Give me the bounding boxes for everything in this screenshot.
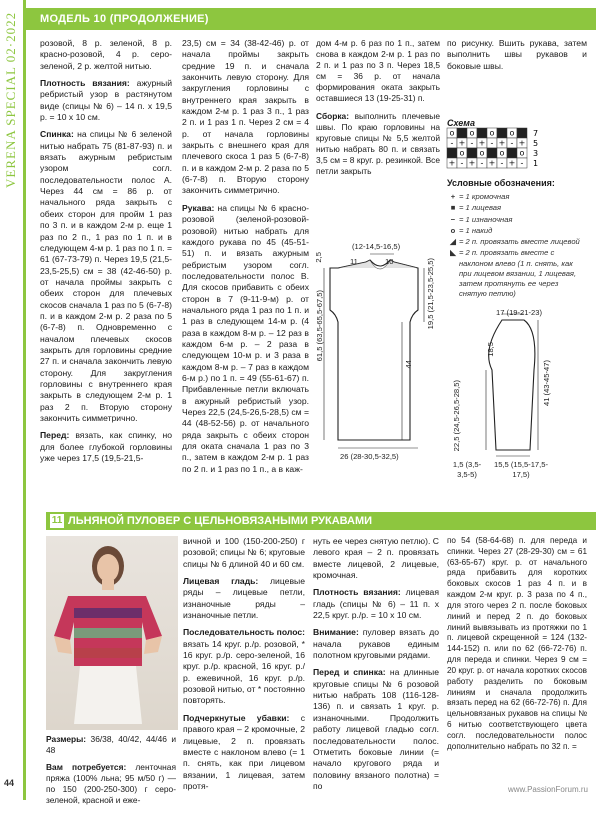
paragraph-body: на длинные круговые спицы № 6 розовой нитью набрать 108 (116-128-136) п. и связать 1 круг. р. изнаночными. Продолжить работу лицевой гладью согл. последовательности полос. Отметить боковые линии (= начало кругового ряда и половину вязаного полотна) = по (313, 667, 439, 791)
legend-text: = 1 накид (459, 225, 493, 235)
legend-item (447, 248, 587, 299)
chart-cell (487, 148, 497, 158)
paragraph-heading: Сборка: (316, 110, 349, 121)
paragraph (46, 734, 176, 756)
body-side-length: 44 (404, 360, 413, 369)
paragraph (313, 667, 439, 792)
chart-symbol: - (460, 158, 464, 168)
paragraph-heading: Лицевая гладь: (183, 576, 259, 587)
paragraph (46, 762, 176, 806)
paragraph-heading: Перед: (40, 430, 70, 441)
paragraph-body: с правого края – 2 кромочные, 2 лицевые, 2 п. провязать вместе с наклоном влево (= 1 п. снять, как при лицевом вязании, 1 лицевая, затем протя- (183, 712, 305, 791)
body-armhole-height: 19,5 (21,5-23,5-25,5) (426, 258, 435, 330)
legend-item (447, 192, 587, 202)
sleeve-width: 15,5 (15,5-17,5-17,5) (493, 460, 549, 480)
chart-cell (457, 128, 467, 138)
paragraph (313, 627, 439, 661)
chart-symbol: + (458, 138, 466, 148)
legend-text: = 1 изнаночная (459, 214, 513, 224)
legend-symbol-icon: ◢ (450, 237, 456, 246)
text-column-1 (40, 38, 172, 470)
paragraph (40, 430, 172, 464)
chart-symbol: + (518, 138, 526, 148)
legend-item (447, 215, 587, 225)
paragraph-heading: Рукава: (182, 202, 215, 213)
text-column-3 (316, 38, 440, 183)
body-total-height: 61,5 (63,5-65,5-67,5) (315, 290, 324, 362)
chart-symbol: + (488, 158, 496, 168)
chart-symbol: o (449, 128, 455, 138)
chart-row-number: 3 (533, 149, 539, 158)
paragraph-heading: Перед и спинка: (313, 667, 386, 678)
sleeve-outline (489, 320, 535, 450)
s2-text-column-2 (183, 536, 305, 798)
s2-text-column-1 (46, 734, 176, 813)
chart-row-number: 1 (533, 159, 539, 168)
section2-number: 11 (51, 515, 63, 526)
paragraph-heading: Подчеркнутые убавки: (183, 712, 290, 723)
legend-text: = 1 кромочная (459, 192, 510, 201)
paragraph: по 54 (58-64-68) п. для переда и спинки. Через 27 (28-29-30) см = 61 (63-65-67) круг. р. от начального ряда прибавить для коротких боковых скосов 1 раз 4 п. и в каждом 2-м круг. р. 3 раза по 4 п., для этого через 2 п. после боковых линий и перед 2 п. до боковых линий вывязывать из протяжки по 1 п. лицевой скрещенной = 124 (132-144-152) п. или по 62 (66-72-76) п. для переда и спинки. Через 9 см = 20 круг. р. от начала коротких скосов работу разделить по боковым линиям и сначала продолжить вязать перед на 62 (66-72-76) п. Для цельновязаных рукавов на спицы № 6 нитью соответствующего цвета согл. последовательности полос дополнительно набрать по 32 п. = (447, 536, 587, 751)
s2-text-column-3 (313, 536, 439, 798)
paragraph-heading: Спинка: (40, 129, 74, 140)
stitch-chart (447, 128, 547, 172)
legend-text: = 1 лицевая (459, 203, 502, 213)
chart-symbol: - (480, 158, 484, 168)
chart-symbol: - (520, 158, 524, 168)
paragraph-body: 36/38, 40/42, 44/46 и 48 (46, 734, 176, 756)
body-width: 26 (28-30,5-32,5) (340, 452, 399, 461)
paragraph (183, 576, 305, 621)
paragraph (182, 203, 309, 475)
chart-cell (517, 128, 527, 138)
chart-cell (497, 128, 507, 138)
legend-symbol-icon: ■ (450, 203, 456, 213)
paragraph-heading: Плотность вязания: (313, 587, 401, 598)
legend-symbol-icon: o (450, 225, 456, 235)
sleeve-pattern-diagram (472, 310, 542, 460)
sleeve-lower-length: 22,5 (24,5-26,5-28,5) (452, 380, 461, 452)
text-column-2 (182, 38, 309, 481)
chart-cell (467, 148, 477, 158)
page-number: 44 (4, 778, 15, 789)
paragraph: нуть ее через снятую петлю). С левого края – 2 п. провязать вместе лицевой, 2 лицевые, кромочная. (313, 536, 439, 581)
chart-symbol: + (508, 158, 516, 168)
chart-symbol: + (468, 158, 476, 168)
paragraph-heading: Внимание: (313, 627, 359, 638)
section2-title: ЛЬНЯНОЙ ПУЛОВЕР С ЦЕЛЬНОВЯЗАНЫМИ РУКАВАМИ (68, 515, 373, 527)
legend-symbol-icon: − (450, 214, 456, 224)
chart-cell (477, 128, 487, 138)
chart-symbol: + (448, 158, 456, 168)
body-neck-right: 10 (385, 257, 394, 266)
paragraph (40, 129, 172, 424)
legend-title: Условные обозначения: (447, 178, 555, 188)
sleeve-cap-height: 18,5 (486, 342, 495, 357)
body-neck-left: 11 (350, 257, 358, 266)
body-outline (330, 260, 418, 440)
legend-symbol-icon: ◣ (450, 248, 456, 258)
model-photo (46, 536, 178, 730)
paragraph (183, 627, 305, 706)
paragraph-body: на спицы № 6 красно-розовой (зеленой-розовой-розовой) нитью набрать для каждого рукава по 45 (45-51-51) п. и вязать ажурным ребристым узором согл. последовательности полос В. Для скосов прибавить с обеих сторон в 7 (9-11-9-м) р. от начального ряда 1 раз по 1 п. и 1 раз в следующем 14-м р. (4 раза в каждом 8-м р. – 12 раз в каждом 6-м р. – 2 раза в следующем 10-м р. и 3 раза в каждом 8-м р. – 7 раз в каждом 6-м р.) по 1 п. = 49 (55-61-67) п. Прибавленные петли включать в ажурный ребристый узор. Через 22,5 (24,5-26,5-28,5) см = 44 (48-52-56) р. от начального ряда закрыть с обеих сторон для оката сначала 1 раз по 3 п., затем в каждом 2-м р. 1 раз по 2 п. и 1 раз по 1 п., а в каж- (182, 202, 309, 474)
chart-symbol: o (489, 128, 495, 138)
legend-item (447, 226, 587, 236)
chart-symbol: - (510, 138, 514, 148)
paragraph-body: лицевые ряды – лицевые петли, изнаночные ряды – изнаночные петли. (183, 576, 305, 621)
chart-symbol: o (479, 148, 485, 158)
body-pattern-diagram (318, 250, 440, 460)
model-illustration (46, 536, 178, 730)
text-column-4 (447, 38, 587, 78)
chart-symbol: o (519, 148, 525, 158)
paragraph-body: ленточная пряжа (100% льна; 95 м/50 г) — по 150 (200-250-300) г серо-зеленой, красной и еже- (46, 762, 176, 806)
chart-symbol: o (509, 128, 515, 138)
paragraph: розовой, 8 р. зеленой, 8 р. красно-розовой, 4 р. серо-зеленой, 2 р. желтой нитью. (40, 38, 172, 71)
s2-text-column-4 (447, 536, 587, 759)
body-neck-depth: 2,5 (314, 252, 323, 263)
chart-symbol: - (490, 138, 494, 148)
legend-text: = 2 п. провязать вместе лицевой (459, 237, 580, 246)
paragraph: вичной и 100 (150-200-250) г розовой; спицы № 6; круговые спицы № 6 длиной 40 и 60 см. (183, 536, 305, 569)
paragraph-body: выполнить плечевые швы. По краю горловины на круговые спицы № 5,5 желтой нитью набрать 80 п. и связать 3,5 см = 8 круг. р. резинкой. Все петли закрыть (316, 110, 440, 177)
paragraph (40, 78, 172, 123)
legend-symbol-icon: + (450, 192, 456, 201)
chart-symbol: o (459, 148, 465, 158)
paragraph: по рисунку. Вшить рукава, затем выполнить швы рукавов и боковые швы. (447, 38, 587, 71)
chart-symbol: - (470, 138, 474, 148)
paragraph-heading: Размеры: (46, 734, 87, 744)
chart-cell (447, 148, 457, 158)
paragraph-body: пуловер вязать до начала рукавов единым полотном круговыми рядами. (313, 627, 439, 661)
chart-symbol: o (469, 128, 475, 138)
paragraph: дом 4-м р. 6 раз по 1 п., затем снова в каждом 2-м р. 1 раз по 2 п. и 1 раз по 3 п. Через 18,5 см = 36 р. от начала формирования оката закрыть оставшиеся 13 (19-25-31) п. (316, 38, 440, 104)
chart-symbol: + (478, 138, 486, 148)
chart-row-number: 7 (533, 129, 539, 138)
paragraph (183, 713, 305, 792)
paragraph-body: вязать 14 круг. р./р. розовой, * 16 круг. р./р. серо-зеленой, 16 круг. р./р. красной, 16 круг. р./р. ежевичной, 16 круг. р./р. розовой нитью, от * постоянно повторять. (183, 638, 305, 706)
paragraph-heading: Последовательность полос: (183, 627, 305, 638)
chart-cell (507, 148, 517, 158)
magazine-title: VERENA SPECIAL 02·2022 (3, 12, 18, 189)
chart-row-number: 5 (533, 139, 539, 148)
chart-symbol: o (499, 148, 505, 158)
page-title: МОДЕЛЬ 10 (ПРОДОЛЖЕНИЕ) (40, 13, 209, 25)
sleeve-side: 1,5 (3,5-3,5-5) (452, 460, 482, 480)
legend-item (447, 203, 587, 213)
paragraph-heading: Вам потребуется: (46, 762, 127, 773)
paragraph-body: ажурный ребристый узор в растянутом виде (спицы № 6) – 14 п. х 19,5 р. = 10 х 10 см. (40, 78, 172, 123)
paragraph-body: вязать, как спинку, но для более глубокой горловины уже через 17,5 (19,5-21,5- (40, 430, 172, 464)
legend (447, 192, 587, 301)
chart-symbol: + (498, 138, 506, 148)
legend-text: = 2 п. провязать вместе с наклоном влево (1 п. снять, как при лицевом вязании, 1 лицевая, затем протянуть ее через снятую петлю) (459, 248, 577, 299)
legend-item (447, 237, 587, 247)
chart-symbol: - (450, 138, 454, 148)
sidebar (0, 0, 26, 800)
sleeve-top-width: 17 (19-21-23) (496, 308, 543, 317)
scheme-title: Схема (447, 118, 475, 128)
paragraph-heading: Плотность вязания: (40, 78, 130, 89)
paragraph-body: на спицы № 6 зеленой нитью набрать 75 (81-87-93) п. и вязать ажурным ребристым узором согл. последовательности полос А. Через 44 см = 86 р. от начального ряда закрыть с обеих сторон для пройм 1 раз по 3 п. и в каждом 2-м р. еще 1 раз по 2 п., 1 раз по 1 п. и в следующем 4-м р. 1 раз по 1 п. = 61 (67-73-79) п. Через 19,5 (21,5-23,5-25,5) см = 38 (42-46-50) р. от начала проймы закрыть с обеих сторон для плечевых скосов сначала 1 раз по 5 (6-7-8) п. и в каждом 2-м р. 2 раза по 5 (6-7-8) п. Одновременно с началом плечевых скосов закрыть для горловины средние 27 п. и сначала закончить левую сторону. Для закругления горловины с внутреннего края закрыть в следующем 2-м р. 1 раз 2 п. Вторую сторону закончить симметрично. (40, 129, 172, 423)
paragraph-body: лицевая гладь (спицы № 6) – 11 п. х 22,5 круг. р./р. = 10 х 10 см. (313, 587, 439, 621)
paragraph (313, 587, 439, 621)
paragraph (316, 111, 440, 178)
body-top-width: (12-14,5-16,5) (352, 242, 401, 251)
sleeve-total-length: 41 (43-45-47) (542, 360, 551, 407)
chart-symbol: - (500, 158, 504, 168)
watermark: www.PassionForum.ru (507, 785, 588, 795)
paragraph: 23,5) см = 34 (38-42-46) р. от начала проймы закрыть средние 19 п. и сначала закончить левую сторону. Для закругления горловины с внутреннего края закрыть в каждом 2-м р. 1 раз 3 п., 1 раз 2 п. и 1 раз 1 п. Через 2 см = 4 р. от начала горловины закрыть с внешнего края для плечевого скоса 1 раз 5 (6-7-8) п. и в каждом 2-м р. 2 раза по 5 (6-7-8) п. Вторую сторону закончить симметрично. (182, 38, 309, 196)
